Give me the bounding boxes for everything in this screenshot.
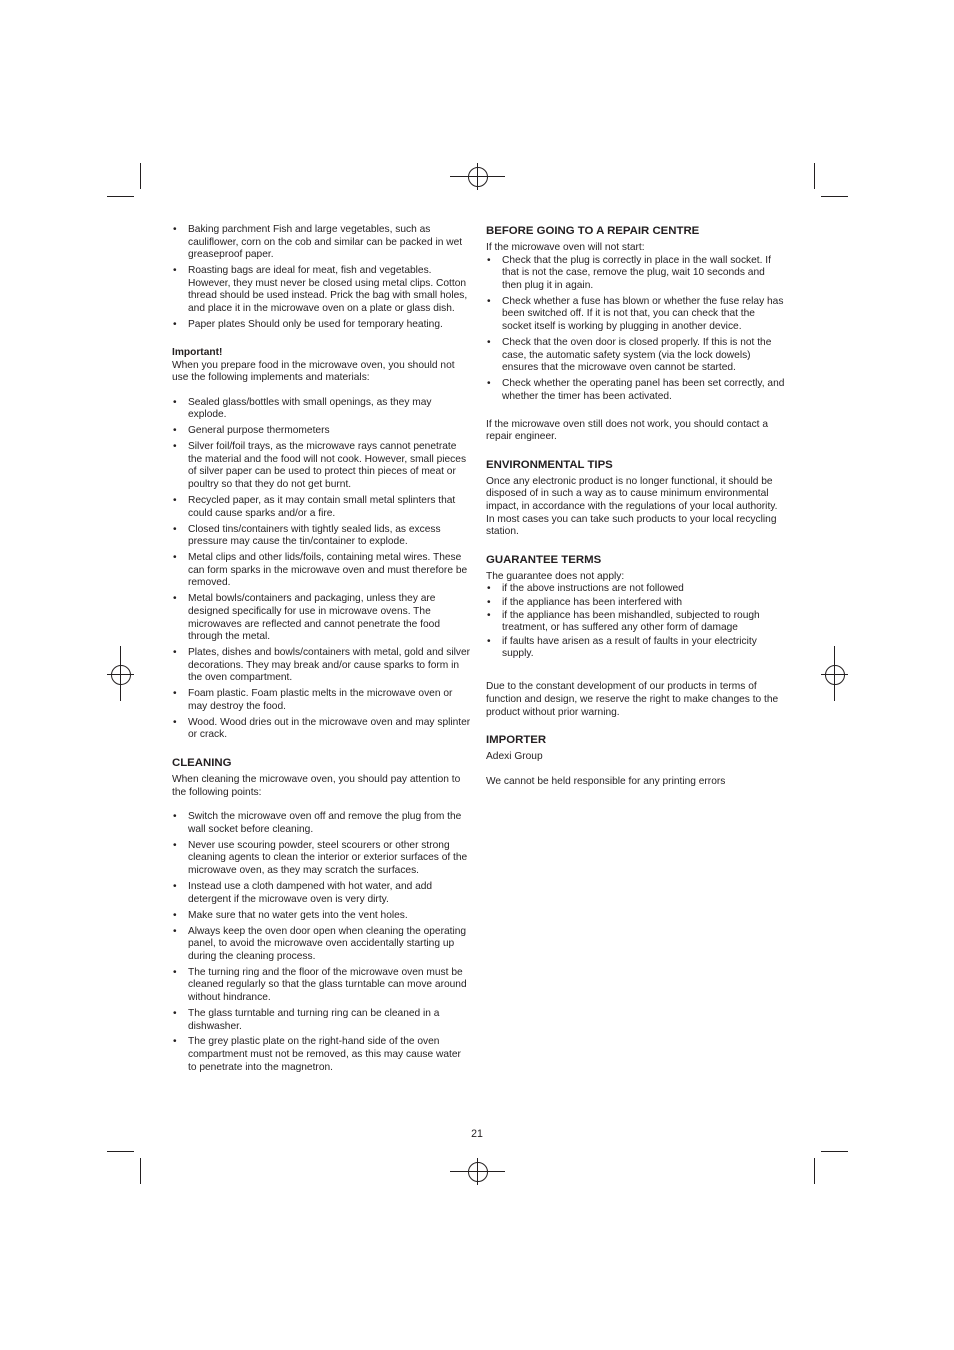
list-item: • Switch the microwave oven off and remove the plug from the wall socket before cleaning.: [172, 811, 472, 836]
list-item: • Check that the plug is correctly in place in the wall socket. If that is not the case, remove the plug, wait 10 seconds and then plug it in again.: [486, 255, 786, 293]
cleaning-heading: CLEANING: [172, 757, 232, 770]
list-item: • Always keep the oven door open when cleaning the operating panel, to avoid the microwave oven accidentally starting up during the cleaning process.: [172, 926, 472, 964]
important-heading: Important!: [172, 346, 223, 358]
repair-heading: BEFORE GOING TO A REPAIR CENTRE: [486, 225, 700, 237]
guarantee-heading: GUARANTEE TERMS: [486, 553, 602, 566]
list-item: • General purpose thermometers: [172, 425, 472, 438]
list-item: • Plates, dishes and bowls/containers with metal, gold and silver decorations. They may break and/or cause sparks to form in the oven compartment.: [172, 647, 472, 685]
list-item: • Paper plates Should only be used for temporary heating.: [172, 319, 472, 332]
intro-list: [172, 224, 472, 332]
guarantee-list: [486, 583, 786, 660]
right-column: [486, 224, 786, 788]
list-item: • Closed tins/containers with tightly sealed lids, as excess pressure may cause the tin/container to explode.: [172, 524, 472, 549]
repair-intro: If the microwave oven will not start:: [486, 242, 645, 253]
list-item: • if the appliance has been mishandled, subjected to rough treatment, or has suffered any other form of damage: [486, 610, 786, 635]
list-item: • Metal bowls/containers and packaging, unless they are designed specifically for use in microwave ovens. The microwaves are reflected and cannot penetrate the food through the metal.: [172, 593, 472, 643]
printing-disclaimer: We cannot be held responsible for any printing errors: [486, 775, 726, 787]
list-item: • Wood. Wood dries out in the microwave oven and may splinter or crack.: [172, 717, 472, 742]
list-item: • Silver foil/foil trays, as the microwave rays cannot penetrate the material and the food will not cook. However, small pieces of silver paper can be used to protect thin pieces of meat or poultry so that they do not get burnt.: [172, 441, 472, 491]
important-list: [172, 397, 472, 742]
list-item: • Check that the oven door is closed properly. If this is not the case, the automatic safety system (via the lock dowels) ensures that the microwave oven cannot be started.: [486, 337, 786, 375]
environmental-heading: ENVIRONMENTAL TIPS: [486, 458, 613, 471]
list-item: • Recycled paper, as it may contain small metal splinters that could cause sparks and/or a fire.: [172, 495, 472, 520]
list-item: • Foam plastic. Foam plastic melts in the microwave oven or may destroy the food.: [172, 688, 472, 713]
list-item: • Roasting bags are ideal for meat, fish and vegetables. However, they must never be closed using metal clips. Cotton thread should be used instead. Prick the bag with small holes, and place it in the microwave oven on a plate or glass dish.: [172, 265, 472, 315]
list-item: • if the appliance has been interfered with: [486, 597, 786, 610]
list-item: • if the above instructions are not followed: [486, 583, 786, 596]
list-item: • if faults have arisen as a result of faults in your electricity supply.: [486, 636, 786, 661]
list-item: • Instead use a cloth dampened with hot water, and add detergent if the microwave oven is very dirty.: [172, 881, 472, 906]
repair-outro: If the microwave oven still does not work, you should contact a repair engineer.: [486, 418, 768, 443]
list-item: • Sealed glass/bottles with small openings, as they may explode.: [172, 397, 472, 422]
page-number: 21: [471, 1128, 483, 1140]
list-item: • Never use scouring powder, steel scourers or other strong cleaning agents to clean the interior or exterior surfaces of the microwave oven, as they may scratch the surfaces.: [172, 840, 472, 878]
environmental-text: Once any electronic product is no longer functional, it should be disposed of in such a way as to cause minimum environmental impact, in accordance with the regulations of your local authority. In most cases you can take such products to your local recycling station.: [486, 475, 778, 538]
guarantee-outro: Due to the constant development of our products in terms of function and design, we reserve the right to make changes to the product without prior warning.: [486, 681, 779, 718]
list-item: • Baking parchment Fish and large vegetables, such as cauliflower, corn on the cob and similar can be packed in wet greaseproof paper.: [172, 224, 472, 262]
list-item: • The turning ring and the floor of the microwave oven must be cleaned regularly so that the glass turntable can move around without hindrance.: [172, 967, 472, 1005]
importer-name: Adexi Group: [486, 751, 543, 763]
left-column: [172, 224, 472, 1078]
list-item: • The grey plastic plate on the right-hand side of the oven compartment must not be removed, as this may cause water to penetrate into the magnetron.: [172, 1036, 472, 1074]
list-item: • Check whether a fuse has blown or whether the fuse relay has been switched off. If it is not that, you can check that the socket itself is working by plugging in another device.: [486, 296, 786, 334]
list-item: • Check whether the operating panel has been set correctly, and whether the timer has been activated.: [486, 378, 786, 403]
guarantee-intro: The guarantee does not apply:: [486, 570, 625, 582]
important-text: When you prepare food in the microwave oven, you should not use the following implements and materials:: [172, 359, 455, 384]
list-item: • Make sure that no water gets into the vent holes.: [172, 910, 472, 923]
importer-heading: IMPORTER: [486, 734, 547, 747]
cleaning-list: [172, 811, 472, 1074]
list-item: • The glass turntable and turning ring can be cleaned in a dishwasher.: [172, 1008, 472, 1033]
list-item: • Metal clips and other lids/foils, containing metal wires. These can form sparks in the microwave oven and must therefore be removed.: [172, 552, 472, 590]
repair-list: [486, 255, 786, 404]
cleaning-text: When cleaning the microwave oven, you should pay attention to the following points:: [172, 774, 461, 798]
